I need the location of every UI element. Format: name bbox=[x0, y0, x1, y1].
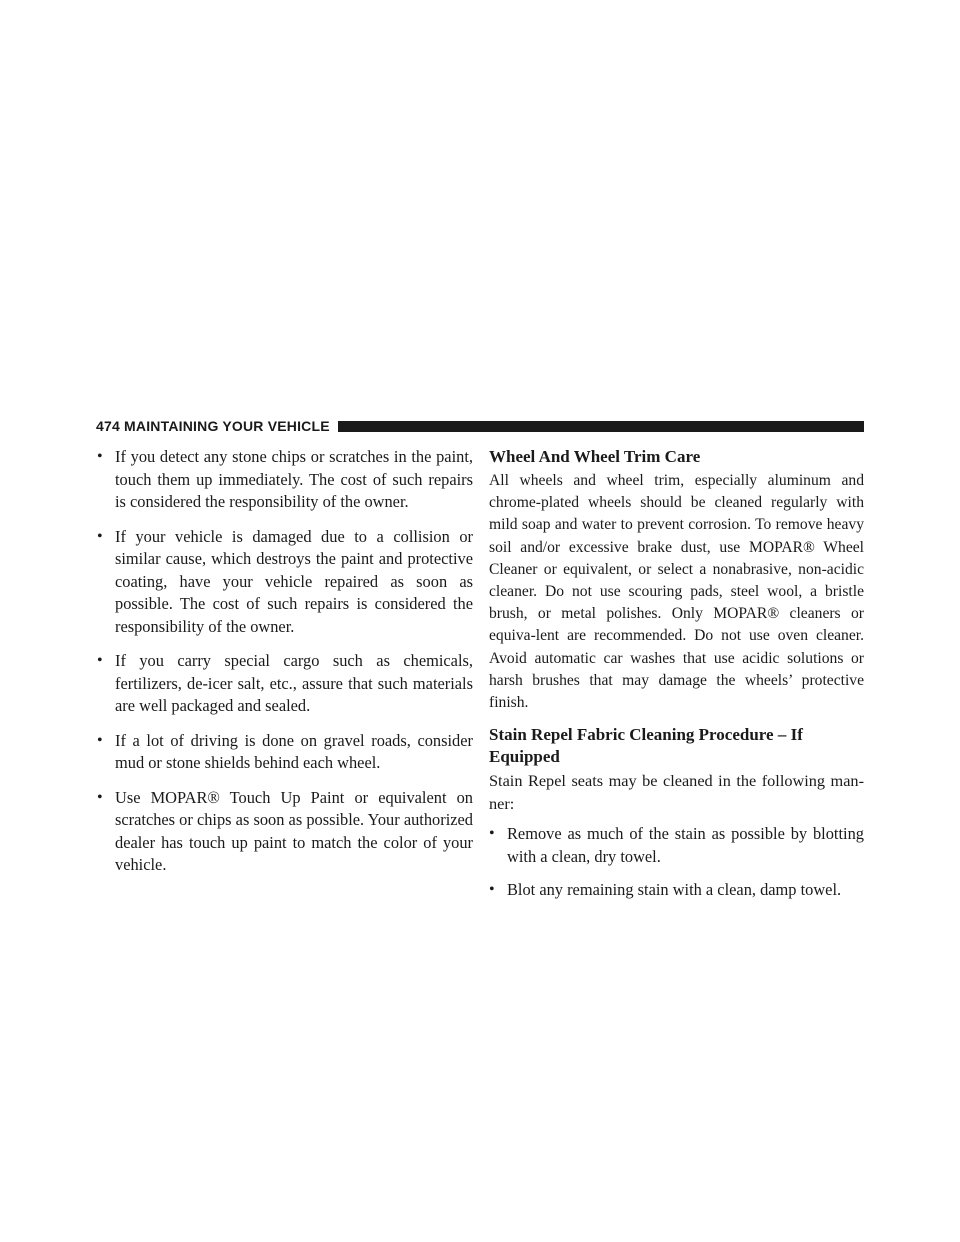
bullet-dot: • bbox=[97, 731, 103, 749]
list-item-text: If a lot of driving is done on gravel roads, consider mud or stone shields behind each wheel. bbox=[115, 730, 473, 772]
list-item-text: Blot any remaining stain with a clean, damp towel. bbox=[507, 880, 842, 900]
page-header bbox=[96, 419, 864, 433]
wheel-care-paragraph: All wheels and wheel trim, especially aluminum and chrome-plated wheels should be cleaned regularly with mild soap and water to prevent corrosion. To remove heavy soil and/or excessive brake dust, use MOPAR® Wheel Cleaner or equivalent, or select a nonabrasive, non-acidic cleaner. Do not use scouring pads, steel wool, a bristle brush, or metal polishes. Only MOPAR® cleaners or equiva-lent are recommended. Do not use oven cleaner. Avoid automatic car washes that use acidic solutions or harsh brushes that may damage the wheels’ protective finish. bbox=[489, 472, 864, 712]
list-item bbox=[489, 823, 864, 868]
header-rule bbox=[338, 421, 864, 432]
page-number-section-title: 474 MAINTAINING YOUR VEHICLE bbox=[96, 418, 330, 434]
list-item bbox=[97, 446, 473, 514]
list-item bbox=[97, 526, 473, 639]
left-column bbox=[97, 446, 473, 889]
list-item-text: If your vehicle is damaged due to a collision or similar cause, which destroys the paint and protective coating, have your vehicle repaired as soon as possible. The cost of such repairs is considered the responsibility of the owner. bbox=[115, 526, 473, 636]
list-item-text: Use MOPAR® Touch Up Paint or equivalent on scratches or chips as soon as possible. Your authorized dealer has touch up paint to match the color of your vehicle. bbox=[115, 787, 473, 874]
wheel-care-heading: Wheel And Wheel Trim Care bbox=[489, 447, 701, 466]
bullet-dot: • bbox=[97, 527, 103, 545]
list-item bbox=[97, 650, 473, 718]
list-item bbox=[489, 879, 864, 902]
list-item-text: If you detect any stone chips or scratches in the paint, touch them up immediately. The cost of such repairs is considered the responsibility of the owner. bbox=[115, 447, 473, 511]
list-item-text: Remove as much of the stain as possible by blotting with a clean, dry towel. bbox=[507, 824, 864, 866]
stain-repel-intro: Stain Repel seats may be cleaned in the following man-ner: bbox=[489, 771, 864, 813]
list-item-text: If you carry special cargo such as chemicals, fertilizers, de-icer salt, etc., assure that such materials are well packaged and sealed. bbox=[115, 651, 473, 715]
bullet-dot: • bbox=[97, 652, 103, 669]
stain-repel-heading: Stain Repel Fabric Cleaning Procedure – If Equipped bbox=[489, 725, 803, 767]
right-column bbox=[489, 446, 864, 913]
bullet-dot: • bbox=[97, 448, 103, 465]
list-item bbox=[97, 730, 473, 775]
bullet-dot: • bbox=[489, 881, 495, 899]
bullet-dot: • bbox=[97, 788, 103, 806]
list-item bbox=[97, 787, 473, 877]
bullet-dot: • bbox=[489, 825, 495, 843]
